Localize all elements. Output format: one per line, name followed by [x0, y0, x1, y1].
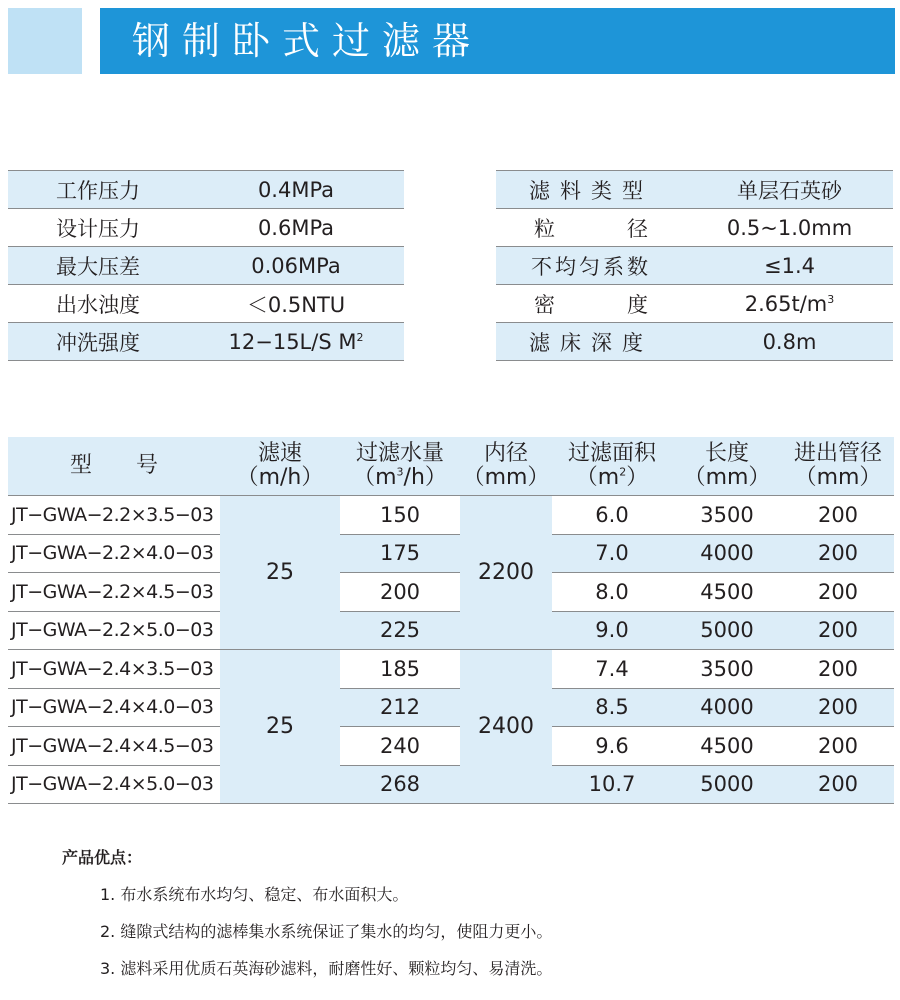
spec-value-text: 12−15L/S M [228, 329, 357, 354]
flow-cell: 200 [340, 573, 460, 612]
header-unit-b: ） [626, 465, 649, 490]
spec-label: 滤床深度 [496, 323, 686, 361]
col-header-area [552, 437, 672, 496]
spec-row [8, 171, 404, 209]
col-header-flow [340, 437, 460, 496]
spec-label-spread: 密度 [534, 292, 720, 317]
area-cell: 9.0 [552, 611, 672, 650]
table-row [8, 727, 894, 766]
flow-cell: 150 [340, 496, 460, 535]
spec-row [496, 171, 893, 209]
spec-label: 冲洗强度 [8, 323, 188, 361]
flow-cell: 212 [340, 688, 460, 727]
header-label: 长度 [704, 441, 749, 466]
model-cell: JT−GWA−2.2×5.0−03 [8, 611, 220, 650]
pipe-cell: 200 [782, 573, 894, 612]
flow-cell: 185 [340, 650, 460, 689]
spec-row [8, 285, 404, 323]
table-row [8, 688, 894, 727]
spec-value: 0.6MPa [188, 209, 404, 247]
spec-value: 0.06MPa [188, 247, 404, 285]
models-table [8, 437, 894, 804]
header-label: 型 号 [69, 453, 158, 478]
spec-label: 最大压差 [8, 247, 188, 285]
spec-value-text: 2.65t/m [744, 291, 828, 316]
spec-row [496, 209, 893, 247]
length-cell: 4000 [672, 688, 782, 727]
spec-row [8, 323, 404, 361]
header-unit: （mm） [683, 465, 771, 490]
header-unit-sup: 2 [619, 465, 627, 479]
area-cell: 6.0 [552, 496, 672, 535]
area-cell: 10.7 [552, 765, 672, 804]
table-row [8, 765, 894, 804]
header-unit-a: （m [575, 465, 620, 490]
spec-label: 设计压力 [8, 209, 188, 247]
spec-value: 0.5~1.0mm [686, 209, 893, 247]
header-unit: （mm） [794, 465, 882, 490]
pipe-cell: 200 [782, 496, 894, 535]
pipe-cell: 200 [782, 727, 894, 766]
table-row [8, 496, 894, 535]
flow-cell: 268 [340, 765, 460, 804]
spec-label: 滤料类型 [496, 171, 686, 209]
table-row [8, 611, 894, 650]
length-cell: 5000 [672, 765, 782, 804]
flow-cell: 240 [340, 727, 460, 766]
pipe-cell: 200 [782, 534, 894, 573]
diameter-cell: 2400 [460, 650, 552, 804]
length-cell: 3500 [672, 650, 782, 689]
pipe-cell: 200 [782, 611, 894, 650]
list-item: 1. 布水系统布水均匀、稳定、布水面积大。 [100, 885, 409, 904]
spec-value-sup: 2 [356, 330, 364, 344]
header-accent-square [8, 8, 82, 74]
length-cell: 4500 [672, 727, 782, 766]
header-unit-a: （m [353, 465, 397, 490]
spec-value: ＜0.5NTU [188, 285, 404, 323]
header-label: 进出管径 [793, 441, 882, 466]
table-row [8, 573, 894, 612]
col-header-model [8, 437, 220, 496]
spec-table-right [496, 170, 893, 361]
spec-label [496, 285, 720, 323]
spec-value-sup: 3 [827, 292, 835, 306]
model-cell: JT−GWA−2.4×5.0−03 [8, 765, 220, 804]
spec-value [188, 323, 404, 361]
spec-label-spread: 粒径 [534, 216, 720, 241]
table-row [8, 534, 894, 573]
header-unit-sup: 3 [396, 465, 404, 479]
speed-cell: 25 [220, 496, 340, 650]
spec-value: ≤1.4 [686, 247, 893, 285]
model-cell: JT−GWA−2.2×4.5−03 [8, 573, 220, 612]
header-label: 内径 [483, 441, 528, 466]
table-row [8, 650, 894, 689]
header-label: 滤速 [257, 441, 302, 466]
spec-row [8, 209, 404, 247]
col-header-length [672, 437, 782, 496]
col-header-pipe [782, 437, 894, 496]
header-label: 过滤面积 [567, 441, 656, 466]
area-cell: 8.0 [552, 573, 672, 612]
models-header-row [8, 437, 894, 496]
model-cell: JT−GWA−2.4×4.5−03 [8, 727, 220, 766]
length-cell: 4000 [672, 534, 782, 573]
area-cell: 7.0 [552, 534, 672, 573]
length-cell: 3500 [672, 496, 782, 535]
advantages-list [62, 883, 862, 994]
pipe-cell: 200 [782, 688, 894, 727]
page-title: 钢制卧式过滤器 [132, 19, 483, 63]
advantages-title: 产品优点： [62, 848, 143, 867]
length-cell: 4500 [672, 573, 782, 612]
length-cell: 5000 [672, 611, 782, 650]
flow-cell: 225 [340, 611, 460, 650]
area-cell: 7.4 [552, 650, 672, 689]
speed-cell: 25 [220, 650, 340, 804]
header-unit [552, 466, 672, 490]
model-cell: JT−GWA−2.4×3.5−03 [8, 650, 220, 689]
list-item: 3. 滤料采用优质石英海砂滤料，耐磨性好、颗粒均匀、易清洗。 [100, 959, 553, 978]
header-unit: （m/h） [236, 465, 324, 490]
advantages-section [62, 843, 862, 994]
col-header-diameter [460, 437, 552, 496]
header-label: 过滤水量 [355, 441, 444, 466]
spec-value: 0.4MPa [188, 171, 404, 209]
header-unit-b: /h） [403, 465, 447, 490]
spec-value: 0.8m [686, 323, 893, 361]
spec-label [496, 209, 720, 247]
model-cell: JT−GWA−2.4×4.0−03 [8, 688, 220, 727]
spec-row [496, 323, 893, 361]
pipe-cell: 200 [782, 650, 894, 689]
model-cell: JT−GWA−2.2×4.0−03 [8, 534, 220, 573]
header-unit: （mm） [462, 465, 550, 490]
model-cell: JT−GWA−2.2×3.5−03 [8, 496, 220, 535]
spec-table-left [8, 170, 404, 361]
list-item: 2. 缝隙式结构的滤棒集水系统保证了集水的均匀，使阻力更小。 [100, 922, 553, 941]
spec-label: 不均匀系数 [496, 247, 686, 285]
pipe-cell: 200 [782, 765, 894, 804]
diameter-cell: 2200 [460, 496, 552, 650]
spec-row [496, 247, 893, 285]
area-cell: 9.6 [552, 727, 672, 766]
flow-cell: 175 [340, 534, 460, 573]
spec-row [8, 247, 404, 285]
spec-label: 出水浊度 [8, 285, 188, 323]
col-header-speed [220, 437, 340, 496]
spec-value: 单层石英砂 [686, 171, 893, 209]
area-cell: 8.5 [552, 688, 672, 727]
header-unit [340, 466, 460, 490]
spec-label: 工作压力 [8, 171, 188, 209]
spec-row [496, 285, 893, 323]
